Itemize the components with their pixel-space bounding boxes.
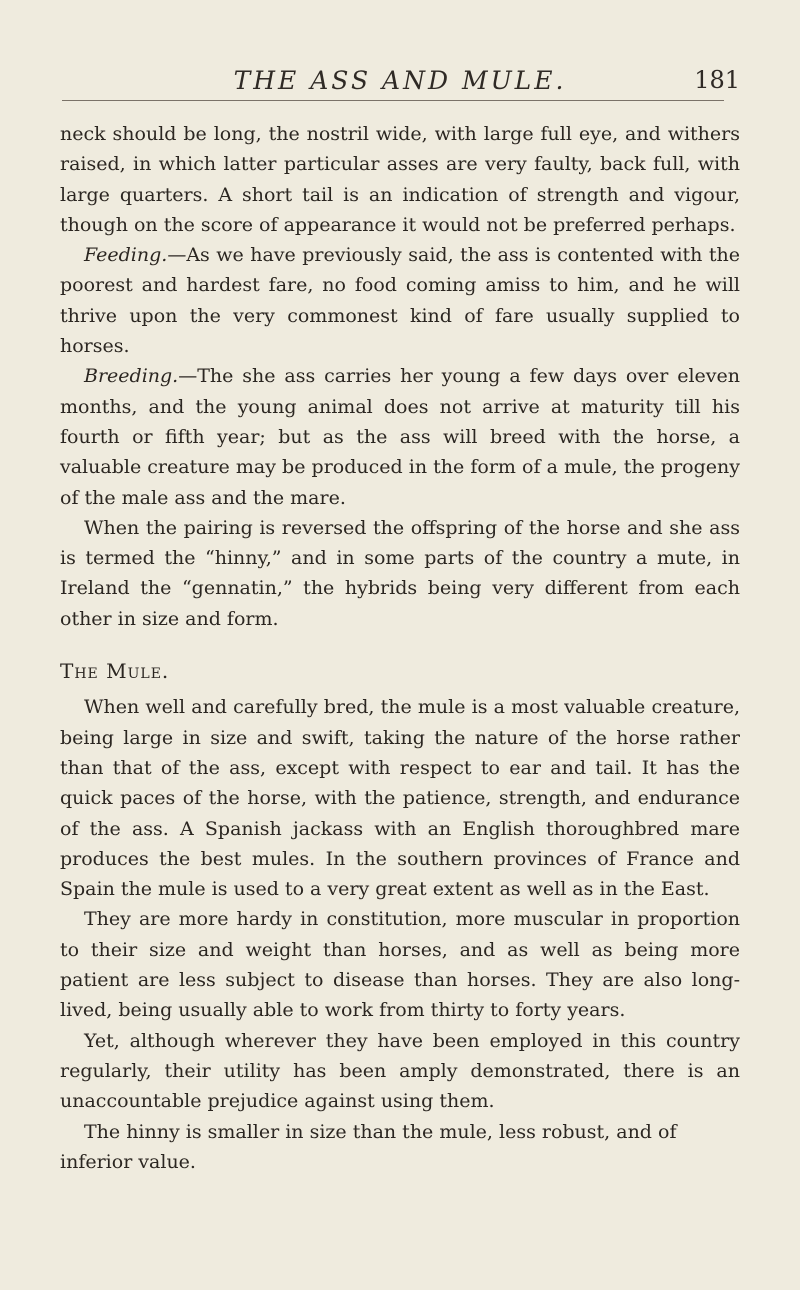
paragraph-feeding: Feeding.—As we have previously said, the ass is contented with the poorest and hardest fare, no food coming amiss to him, and he will thrive upon the very commonest kind of fare usually supplied to horses. (60, 244, 740, 358)
paragraph-mule-prejudice: Yet, although wherever they have been employed in this country regularly, their utility has been amply demonstrated, there is an unaccountable prejudice against using them. (60, 1029, 740, 1113)
breeding-text: The she ass carries her young a few days over eleven months, and the young animal does not arrive at maturity till his fourth or fifth year; but as the ass will breed with the horse, a valuable creature may be produced in the form of a mule, the progeny of the male ass and the mare. (60, 365, 740, 509)
feeding-text: As we have previously said, the ass is contented with the poorest and hardest fare, no food coming amiss to him, and he will thrive upon the very commonest kind of fare usually supplied to horses. (60, 244, 740, 358)
feeding-lead: Feeding. (84, 244, 168, 267)
page-number: 181 (694, 66, 740, 94)
paragraph-mule-hardiness: They are more hardy in constitution, more muscular in proportion to their size and weight than horses, and as well as being more patient are less subject to disease than horses. They are also long-lived, being usually able to work from thirty to forty years. (60, 908, 740, 1022)
header-rule (62, 100, 724, 101)
paragraph-neck: neck should be long, the nostril wide, with large full eye, and withers raised, in which latter particular asses are very faulty, back full, with large quarters. A short tail is an indication of strength and vigour, though on the score of appearance it would not be preferred perhaps. (60, 123, 740, 236)
paragraph-hinny-pairing: When the pairing is reversed the offspring of the horse and she ass is termed the “hinny,” and in some parts of the country a mute, in Ireland the “gennatin,” the hybrids being very different from each other in size and form. (60, 516, 740, 630)
running-title: THE ASS AND MULE. (233, 66, 567, 95)
breeding-lead: Breeding. (84, 365, 179, 388)
paragraph-mule-description: When well and carefully bred, the mule is a most valuable creature, being large in size and swift, taking the nature of the horse rather than that of the ass, except with respect to ear and tail. It has the quick paces of the horse, with the patience, strength, and endurance of the ass. A Spanish jackass with an English thoroughbred mare produces the best mules. In the southern provinces of France and Spain the mule is used to a very great extent as well as in the East. (60, 696, 740, 901)
section-heading-the-mule: The Mule. (60, 659, 170, 684)
paragraph-hinny-value: The hinny is smaller in size than the mule, less robust, and of inferior value. (60, 1120, 677, 1173)
body-text (60, 119, 740, 1177)
paragraph-breeding: Breeding.—The she ass carries her young a few days over eleven months, and the young animal does not arrive at maturity till his fourth or fifth year; but as the ass will breed with the horse, a valuable creature may be produced in the form of a mule, the progeny of the male ass and the mare. (60, 365, 740, 509)
